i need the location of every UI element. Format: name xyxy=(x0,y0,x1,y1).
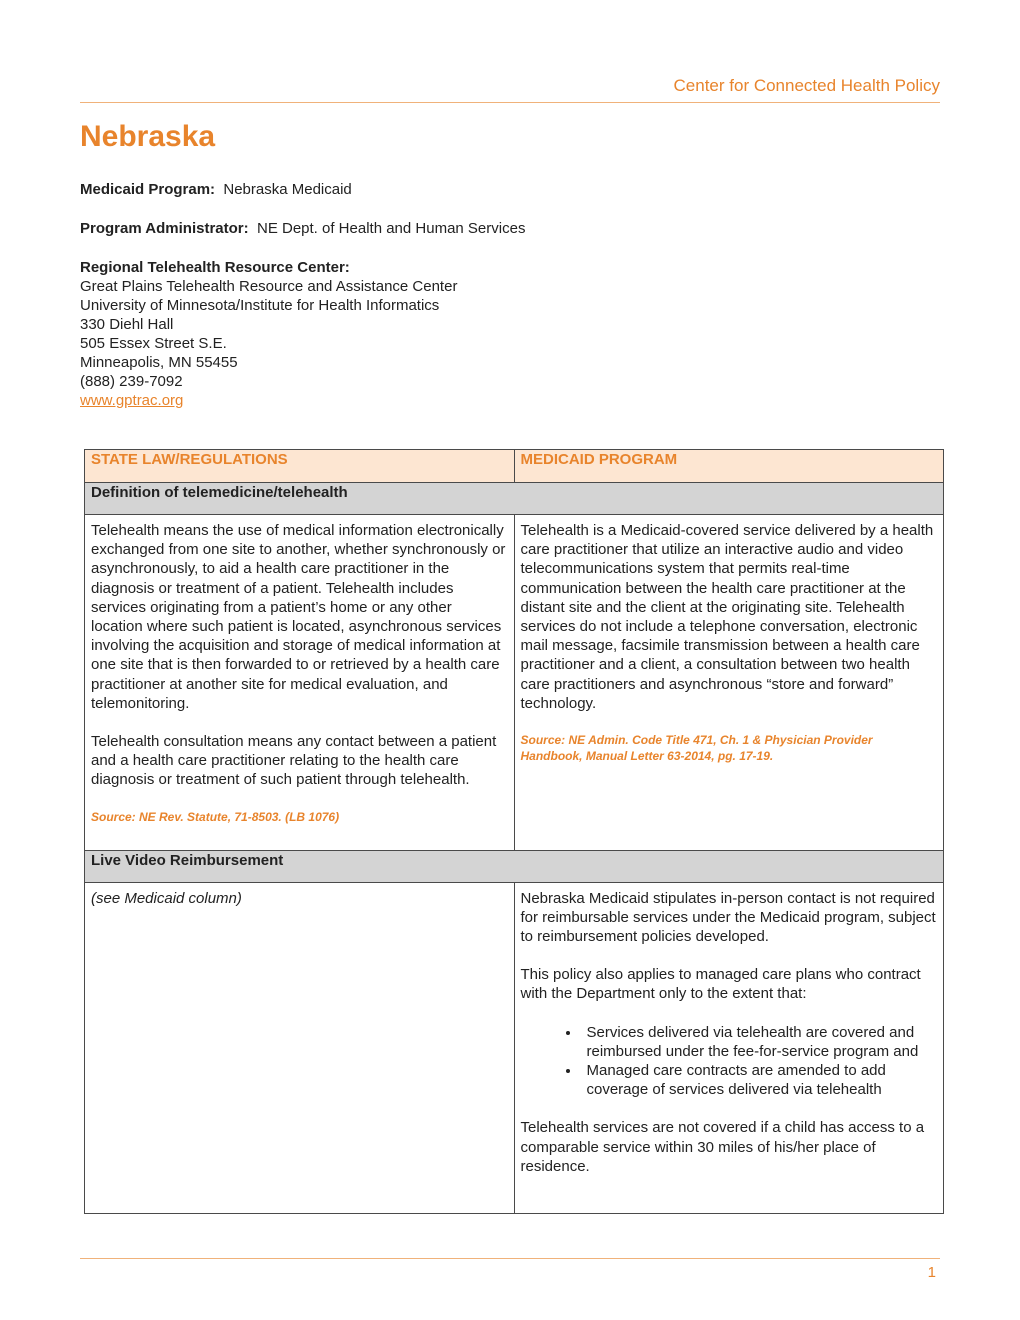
column-header-state-law: STATE LAW/REGULATIONS xyxy=(85,450,515,483)
footer-divider xyxy=(80,1258,940,1259)
column-header-medicaid: MEDICAID PROGRAM xyxy=(514,450,944,483)
list-item: • Managed care contracts are amended to add coverage of services delivered via telehealth xyxy=(581,1061,938,1099)
resource-center-block xyxy=(80,258,940,410)
program-administrator-value: NE Dept. of Health and Human Services xyxy=(256,220,526,237)
medicaid-live-video-paragraph-1: Nebraska Medicaid stipulates in-person contact is not required for reimbursable services under the Medicaid program, subject to reimbursement policies developed. xyxy=(520,889,936,946)
page-number: 1 xyxy=(927,1264,936,1281)
resource-center-institute: University of Minnesota/Institute for Health Informatics xyxy=(80,297,440,314)
table-header-row xyxy=(85,450,944,483)
table-row xyxy=(85,515,944,851)
medicaid-live-video-cell xyxy=(514,882,944,1213)
resource-center-label: Regional Telehealth Resource Center: xyxy=(80,259,350,276)
state-law-live-video-cell xyxy=(85,882,515,1213)
medicaid-program-label: Medicaid Program: xyxy=(80,181,216,198)
resource-center-name: Great Plains Telehealth Resource and Assistance Center xyxy=(80,278,458,295)
resource-center-phone: (888) 239-7092 xyxy=(80,373,183,390)
header-divider xyxy=(80,102,940,103)
section-row-live-video xyxy=(85,850,944,882)
medicaid-live-video-paragraph-2: This policy also applies to managed care plans who contract with the Department only to the extent that: xyxy=(520,966,921,1003)
medicaid-definition-source: Source: NE Admin. Code Title 471, Ch. 1 & Physician Provider Handbook, Manual Letter 63-2014, pg. 17-19. xyxy=(520,733,873,764)
state-law-source: Source: NE Rev. Statute, 71-8503. (LB 1076) xyxy=(91,809,340,824)
medicaid-live-video-paragraph-3: Telehealth services are not covered if a child has access to a comparable service within 30 miles of his/her place of residence. xyxy=(520,1119,925,1175)
medicaid-program-value: Nebraska Medicaid xyxy=(223,181,352,198)
header-organization: Center for Connected Health Policy xyxy=(673,76,940,95)
resource-center-room: 330 Diehl Hall xyxy=(80,316,174,333)
state-law-consultation-paragraph: Telehealth consultation means any contact between a patient and a health care practitioner relating to the health care diagnosis or treatment of such patient through telehealth. xyxy=(91,733,497,789)
page-title: Nebraska xyxy=(80,120,216,153)
section-row-definition xyxy=(85,483,944,515)
state-law-definition-cell xyxy=(85,515,515,851)
resource-center-street: 505 Essex Street S.E. xyxy=(80,335,227,352)
resource-center-city: Minneapolis, MN 55455 xyxy=(80,354,238,371)
table-row xyxy=(85,882,944,1213)
medicaid-definition-paragraph: Telehealth is a Medicaid-covered service delivered by a health care practitioner that utilize an interactive audio and video telecommunications system that permits real-time communication between the health care practitioner at the distant site and the client at the originating site. Telehealth services do not include a telephone conversation, electronic mail message, facsimile transmission between a health care practitioner and a client, a consultation between two health care practitioners and asynchronous “store and forward” technology. xyxy=(520,522,934,712)
state-law-live-video-note: (see Medicaid column) xyxy=(91,889,242,907)
section-title-definition: Definition of telemedicine/telehealth xyxy=(85,483,944,515)
managed-care-conditions-list xyxy=(521,1023,938,1100)
policy-table xyxy=(84,449,944,1214)
state-law-definition-paragraph: Telehealth means the use of medical information electronically exchanged from one site to another, whether synchronously or asynchronously, to aid a health care practitioner in the diagnosis or treatment of a patient. Telehealth includes services originating from a patient’s home or any other location where such patient is located, asynchronous services involving the acquisition and storage of medical information at one site that is then forwarded to or retrieved by a health care practitioner at another site for medical evaluation, and telemonitoring. xyxy=(91,522,506,712)
list-item: • Services delivered via telehealth are covered and reimbursed under the fee-for-service program and xyxy=(581,1023,938,1061)
program-administrator-line xyxy=(80,219,940,238)
resource-center-website-link[interactable]: www.gptrac.org xyxy=(80,392,184,409)
program-administrator-label: Program Administrator: xyxy=(80,220,249,237)
medicaid-definition-cell xyxy=(514,515,944,851)
medicaid-program-line xyxy=(80,180,940,199)
section-title-live-video: Live Video Reimbursement xyxy=(85,850,944,882)
